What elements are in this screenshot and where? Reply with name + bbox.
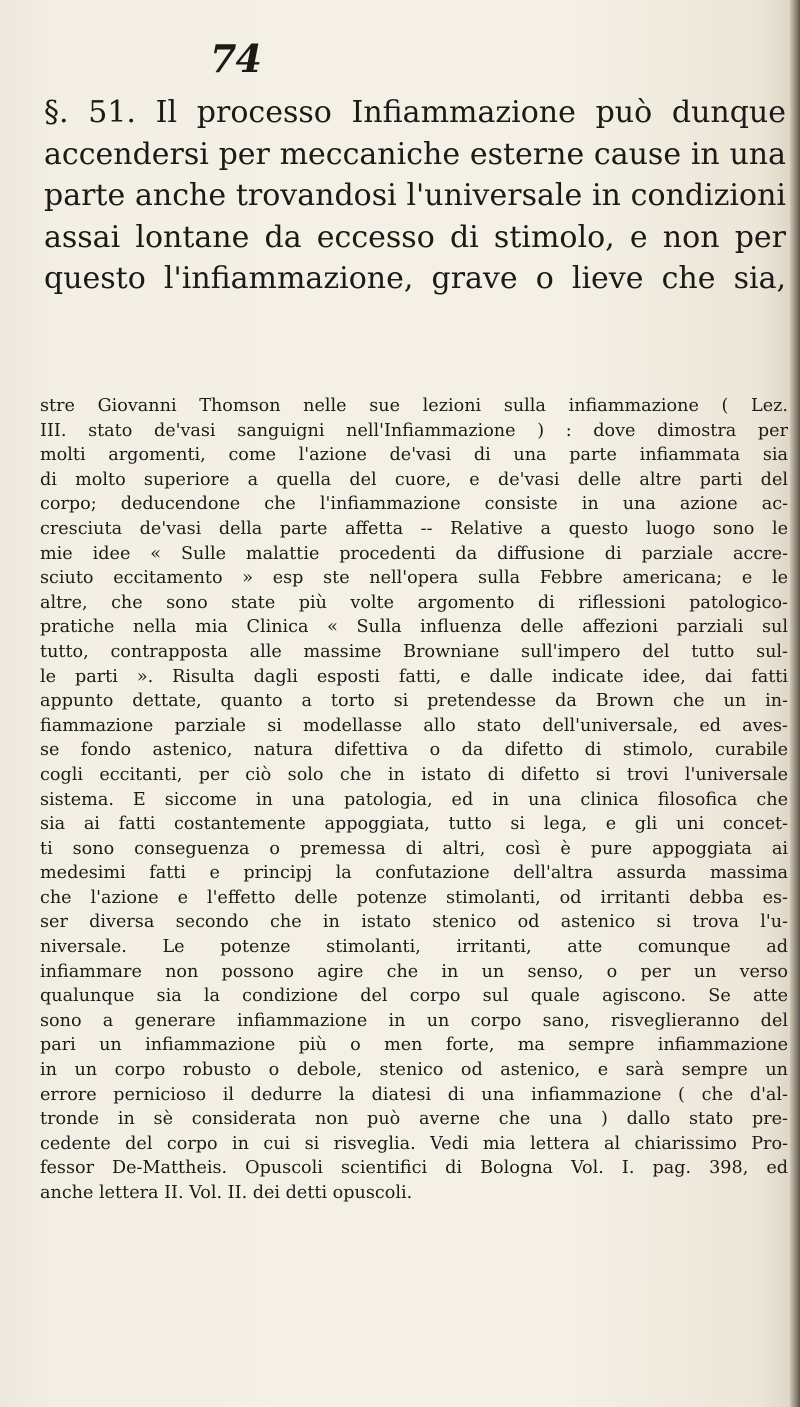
footnote-line: le parti ». Risulta dagli esposti fatti, e dalle indicate idee, dai fatti <box>40 666 788 687</box>
footnote-line: corpo; deducendone che l'infiammazione consiste in una azione ac- <box>40 494 788 515</box>
footnote-line: niversale. Le potenze stimolanti, irritanti, atte comunque ad <box>40 937 788 958</box>
footnote-line: stre Giovanni Thomson nelle sue lezioni sulla infiammazione ( Lez. <box>40 396 788 416</box>
main-line: questo l'infiammazione, grave o lieve che sia, <box>44 261 786 296</box>
footnote-line: appunto dettate, quanto a torto si pretendesse da Brown che un in- <box>40 691 788 712</box>
footnote-line: III. stato de'vasi sanguigni nell'Infiammazione ) : dove dimostra per <box>40 420 788 441</box>
footnote-line: se fondo astenico, natura difettiva o da difetto di stimolo, curabile <box>40 740 788 761</box>
footnote-line: medesimi fatti e principj la confutazione dell'altra assurda massima <box>40 863 788 884</box>
footnote <box>40 394 788 1206</box>
footnote-line: di molto superiore a quella del cuore, e de'vasi delle altre parti del <box>40 469 788 490</box>
footnote-line: fiammazione parziale si modellasse allo stato dell'universale, ed aves- <box>40 715 788 736</box>
footnote-line: qualunque sia la condizione del corpo sul quale agiscono. Se atte <box>40 986 788 1007</box>
main-line: assai lontane da eccesso di stimolo, e non per <box>44 219 786 255</box>
page-edge-shadow <box>790 0 800 1407</box>
footnote-line: tutto, contrapposta alle massime Browniane sull'impero del tutto sul- <box>40 641 788 662</box>
footnote-line: pratiche nella mia Clinica « Sulla influenza delle affezioni parziali sul <box>40 617 788 638</box>
footnote-line: sciuto eccitamento » esp ste nell'opera sulla Febbre americana; e le <box>40 568 788 589</box>
footnote-line: sia ai fatti costantemente appoggiata, tutto si lega, e gli uni concet- <box>40 814 788 835</box>
footnote-line: sistema. E siccome in una patologia, ed in una clinica filosofica che <box>40 789 788 810</box>
page-number: 74 <box>210 36 261 81</box>
main-line: accendersi per meccaniche esterne cause in una <box>44 136 786 172</box>
footnote-line: cedente del corpo in cui si risveglia. Vedi mia lettera al chiarissimo Pro- <box>40 1133 788 1154</box>
footnote-line: cogli eccitanti, per ciò solo che in istato di difetto si trovi l'universale <box>40 764 788 785</box>
footnote-line: cresciuta de'vasi della parte affetta -- Relative a questo luogo sono le <box>40 518 788 539</box>
footnote-line: in un corpo robusto o debole, stenico od astenico, e sarà sempre un <box>40 1060 788 1081</box>
footnote-line: ser diversa secondo che in istato stenico od astenico si trova l'u- <box>40 912 788 933</box>
main-paragraph <box>44 92 786 300</box>
footnote-line: tronde in sè considerata non può averne che una ) dallo stato pre- <box>40 1109 788 1130</box>
main-line: §. 51. Il processo Infiammazione può dunque <box>44 95 786 130</box>
footnote-line: infiammare non possono agire che in un senso, o per un verso <box>40 961 788 982</box>
footnote-line: pari un infiammazione più o men forte, ma sempre infiammazione <box>40 1035 788 1056</box>
footnote-line: che l'azione e l'effetto delle potenze stimolanti, od irritanti debba es- <box>40 887 788 908</box>
footnote-line: anche lettera II. Vol. II. dei detti opuscoli. <box>40 1183 413 1203</box>
footnote-line: sono a generare infiammazione in un corpo sano, risveglieranno del <box>40 1010 788 1031</box>
footnote-line: fessor De-Mattheis. Opuscoli scientifici di Bologna Vol. I. pag. 398, ed <box>40 1158 788 1179</box>
footnote-line: mie idee « Sulle malattie procedenti da diffusione di parziale accre- <box>40 543 788 564</box>
main-line: parte anche trovandosi l'universale in condizioni <box>44 178 786 213</box>
footnote-line: altre, che sono state più volte argomento di riflessioni patologico- <box>40 592 788 613</box>
footnote-line: ti sono conseguenza o premessa di altri, così è pure appoggiata ai <box>40 838 788 859</box>
footnote-line: errore pernicioso il dedurre la diatesi di una infiammazione ( che d'al- <box>40 1084 788 1105</box>
footnote-line: molti argomenti, come l'azione de'vasi di una parte infiammata sia <box>40 445 788 466</box>
